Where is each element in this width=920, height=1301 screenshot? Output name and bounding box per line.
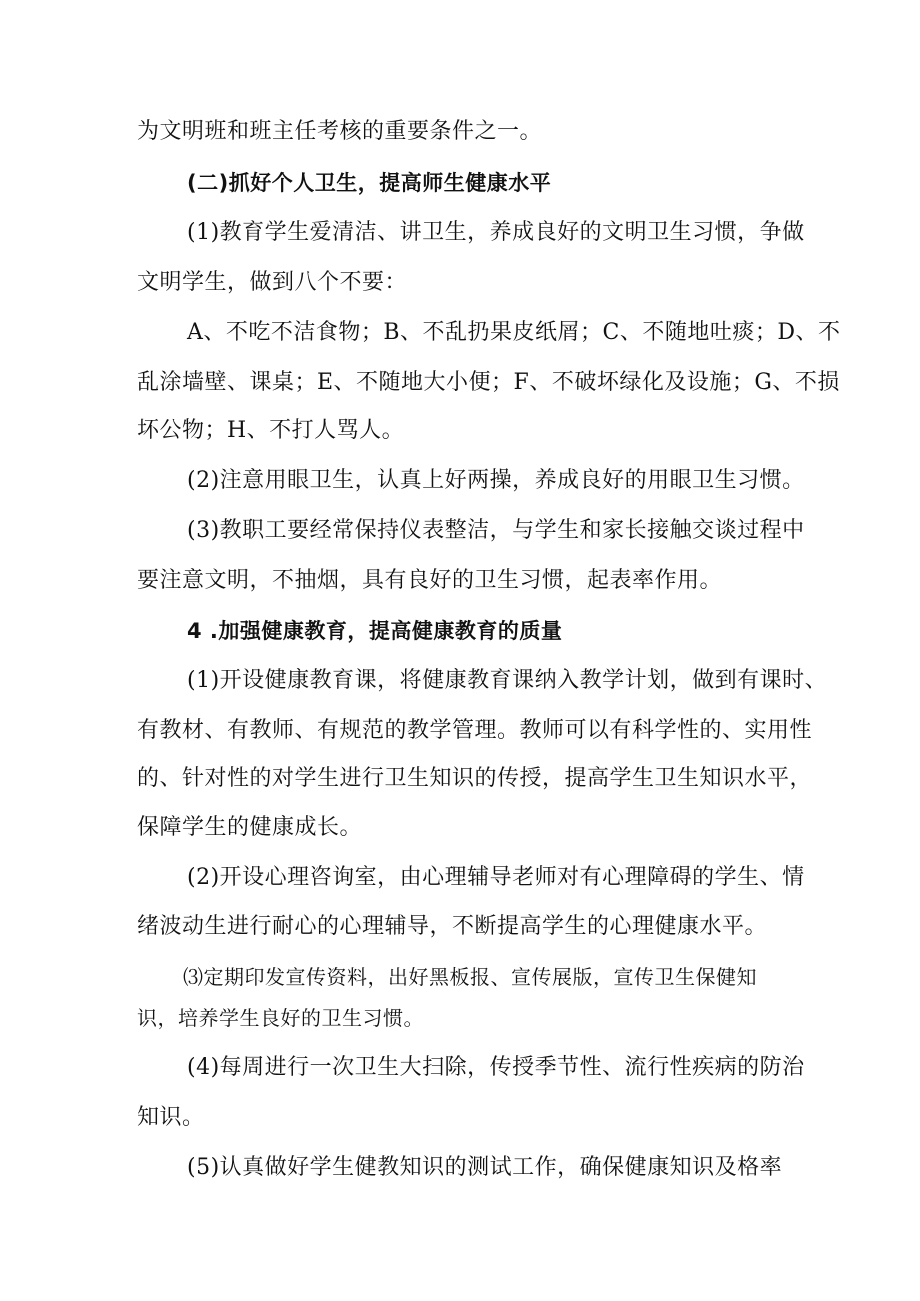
paragraph-line: (2)注意用眼卫生，认真上好两操，养成良好的用眼卫生习惯。	[187, 468, 805, 493]
paragraph-line: A、不吃不洁食物；B、不乱扔果皮纸屑；C、不随地吐痰；D、不	[187, 320, 841, 345]
section-heading: (二)抓好个人卫生，提高师生健康水平	[187, 171, 552, 195]
paragraph-line: 要注意文明，不抽烟，具有良好的卫生习惯，起表率作用。	[137, 568, 723, 593]
paragraph-line: 坏公物；H、不打人骂人。	[137, 418, 405, 443]
paragraph-line: (1)开设健康教育课，将健康教育课纳入教学计划，做到有课时、	[187, 668, 828, 693]
paragraph-line: 知识。	[137, 1105, 205, 1130]
paragraph-line: ⑶定期印发宣传资料，出好黑板报、宣传展版，宣传卫生保健知	[183, 965, 757, 989]
paragraph-line: 的、针对性的对学生进行卫生知识的传授，提高学生卫生知识水平，	[137, 766, 813, 791]
paragraph-line: 绪波动生进行耐心的心理辅导，不断提高学生的心理健康水平。	[137, 914, 768, 939]
section-heading: 4 .加强健康教育，提高健康教育的质量	[187, 619, 563, 643]
paragraph-line: 为文明班和班主任考核的重要条件之一。	[137, 119, 543, 144]
paragraph-line: 文明学生，做到八个不要：	[137, 270, 408, 295]
paragraph-line: (3)教职工要经常保持仪表整洁，与学生和家长接触交谈过程中	[187, 518, 805, 543]
paragraph-line: 有教材、有教师、有规范的教学管理。教师可以有科学性的、实用性	[137, 718, 813, 743]
paragraph-line: (5)认真做好学生健教知识的测试工作，确保健康知识及格率	[187, 1155, 783, 1180]
paragraph-line: (4)每周进行一次卫生大扫除，传授季节性、流行性疾病的防治	[187, 1055, 805, 1080]
paragraph-line: 保障学生的健康成长。	[137, 815, 363, 840]
paragraph-line: 识，培养学生良好的卫生习惯。	[137, 1006, 424, 1030]
paragraph-line: (2)开设心理咨询室，由心理辅导老师对有心理障碍的学生、情	[187, 865, 805, 890]
paragraph-line: 乱涂墙壁、课桌；E、不随地大小便；F、不破坏绿化及设施；G、不损	[137, 370, 840, 395]
paragraph-line: (1)教育学生爱清洁、讲卫生，养成良好的文明卫生习惯，争做	[187, 220, 805, 245]
